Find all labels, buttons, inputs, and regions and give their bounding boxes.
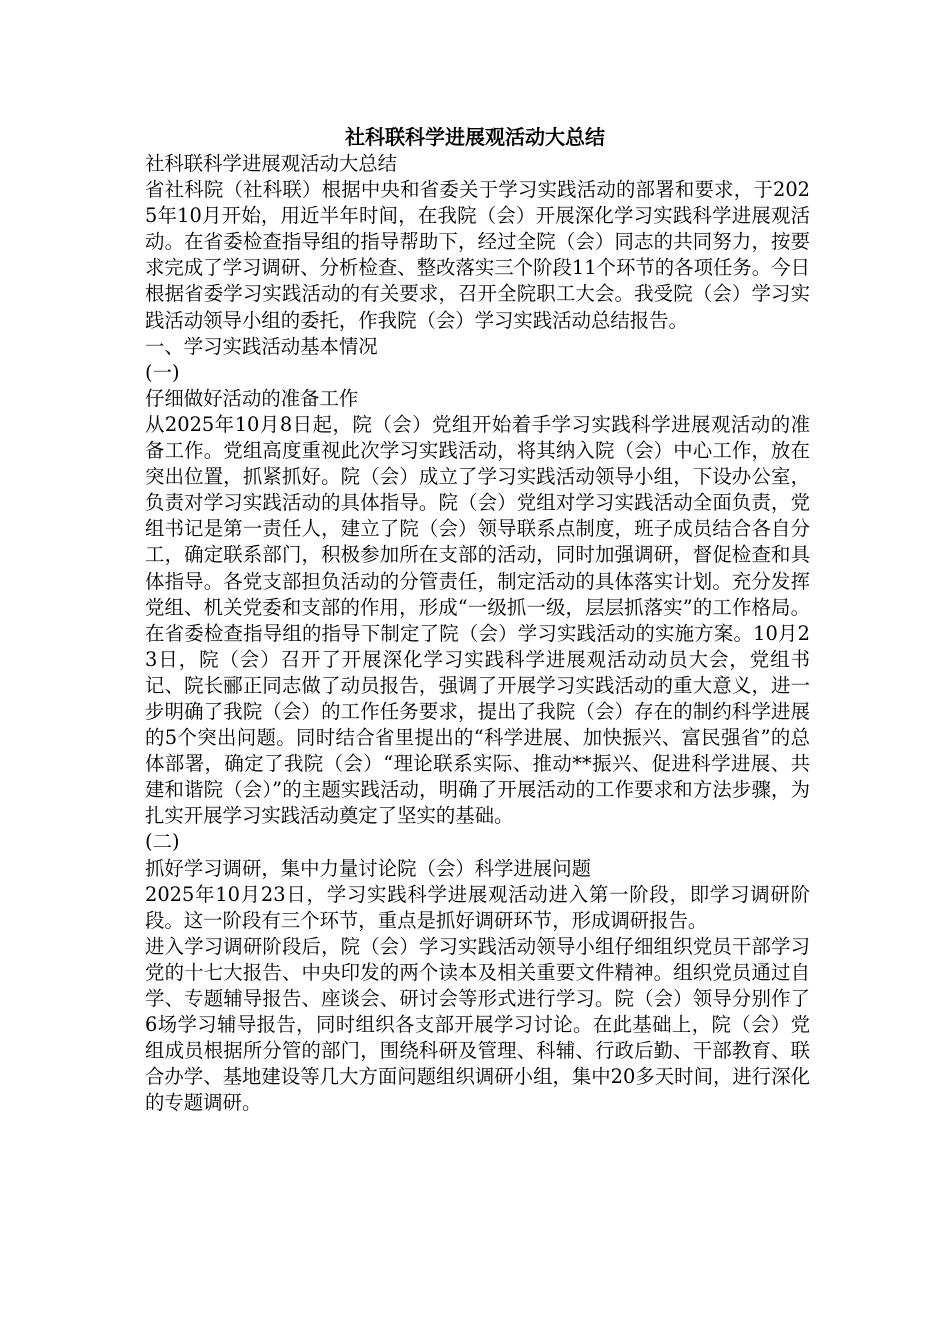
section-heading: 一、学习实践活动基本情况 [145,334,378,358]
body-paragraph: 2025年10月23日，学习实践科学进展观活动进入第一阶段，即学习调研阶段。这一阶段有三个环节，重点是抓好调研环节，形成调研报告。 [145,882,810,932]
subtitle-paragraph: 社科联科学进展观活动大总结 [145,152,398,175]
intro-paragraph: 省社科院（社科联）根据中央和省委关于学习实践活动的部署和要求，于2025年10月开始，用近半年时间，在我院（会）开展深化学习实践科学进展观活动。在省委检查指导组的指导帮助下，经过全院（会）同志的共同努力，按要求完成了学习调研、分析检查、整改落实三个阶段11个环节的各项任务。今日根据省委学习实践活动的有关要求，召开全院职工大会。我受院（会）学习实践活动领导小组的委托，作我院（会）学习实践活动总结报告。 [145,178,810,332]
subsection-heading: 仔细做好活动的准备工作 [145,386,359,410]
document-title: 社科联科学进展观活动大总结 [345,125,605,149]
subsection-number: (二) [145,830,180,854]
subsection-number: (一) [145,360,180,384]
document-body [145,151,810,1116]
subsection-heading: 抓好学习调研，集中力量讨论院（会）科学进展问题 [145,856,591,880]
body-paragraph: 进入学习调研阶段后，院（会）学习实践活动领导小组仔细组织党员干部学习党的十七大报告、中央印发的两个读本及相关重要文件精神。组织党员通过自学、专题辅导报告、座谈会、研讨会等形式进行学习。院（会）领导分别作了6场学习辅导报告，同时组织各支部开展学习讨论。在此基础上，院（会）党组成员根据所分管的部门，围绕科研及管理、科辅、行政后勤、干部教育、联合办学、基地建设等几大方面问题组织调研小组，集中20多天时间，进行深化的专题调研。 [145,934,810,1115]
body-paragraph: 从2025年10月8日起，院（会）党组开始着手学习实践科学进展观活动的准备工作。党组高度重视此次学习实践活动，将其纳入院（会）中心工作，放在突出位置，抓紧抓好。院（会）成立了学习实践活动领导小组，下设办公室，负责对学习实践活动的具体指导。院（会）党组对学习实践活动全面负责，党组书记是第一责任人，建立了院（会）领导联系点制度，班子成员结合各自分工，确定联系部门，积极参加所在支部的活动，同时加强调研，督促检查和具体指导。各党支部担负活动的分管责任，制定活动的具体落实计划。充分发挥党组、机关党委和支部的作用，形成“一级抓一级，层层抓落实”的工作格局。在省委检查指导组的指导下制定了院（会）学习实践活动的实施方案。10月23日，院（会）召开了开展深化学习实践科学进展观活动动员大会，党组书记、院长郦正同志做了动员报告，强调了开展学习实践活动的重大意义，进一步明确了我院（会）的工作任务要求，提出了我院（会）存在的制约科学进展的5个突出问题。同时结合省里提出的“科学进展、加快振兴、富民强省”的总体部署，确定了我院（会）“理论联系实际、推动**振兴、促进科学进展、共建和谐院（会）”的主题实践活动，明确了开展活动的工作要求和方法步骤，为扎实开展学习实践活动奠定了坚实的基础。 [145,412,810,828]
